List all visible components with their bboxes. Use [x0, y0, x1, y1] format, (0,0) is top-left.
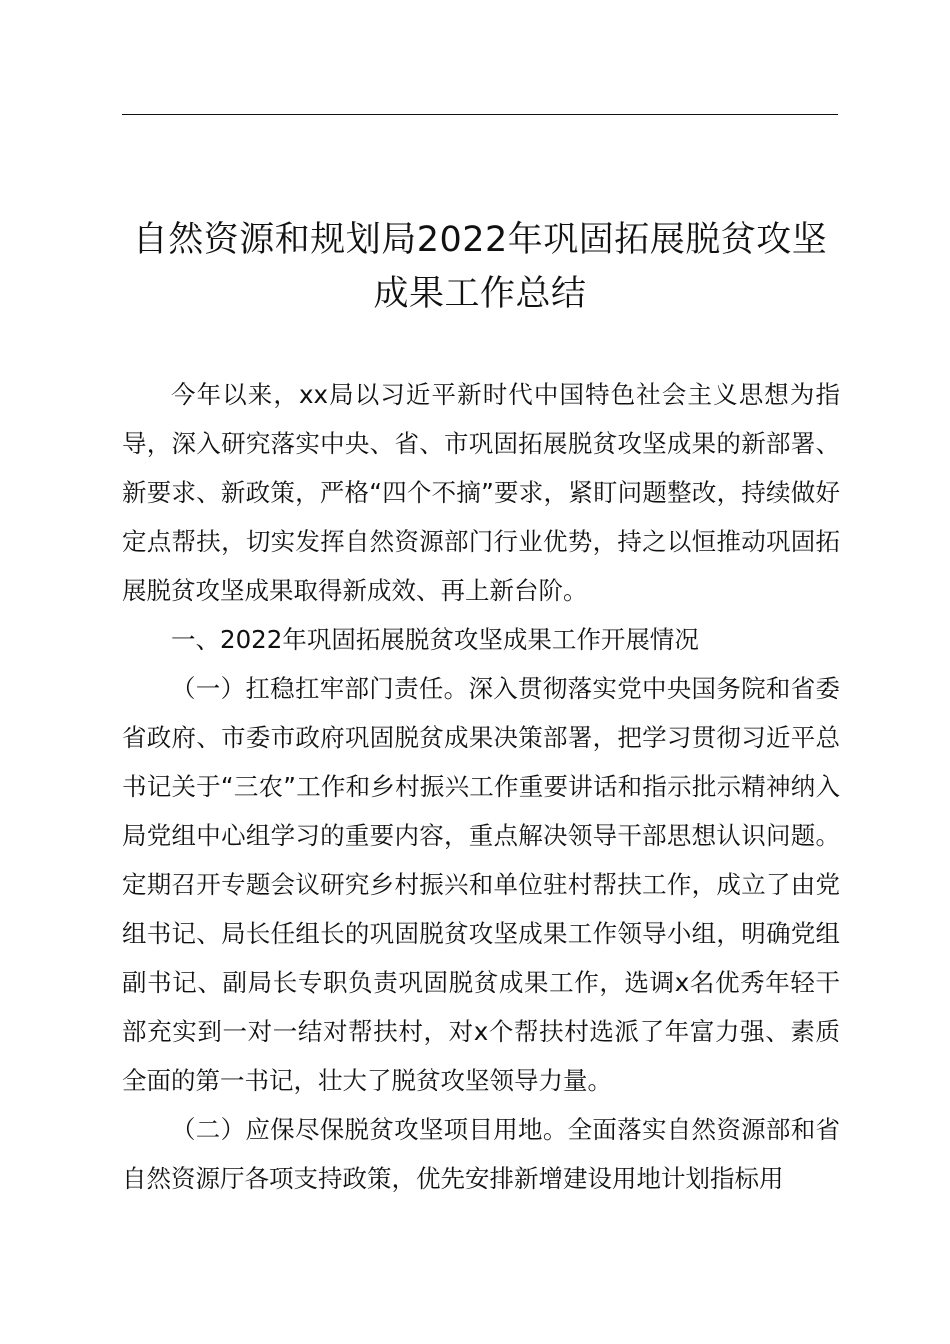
title-line-1: 自然资源和规划局2022年巩固拓展脱贫攻坚 — [132, 220, 828, 261]
intro-paragraph: 今年以来，xx局以习近平新时代中国特色社会主义思想为指导，深入研究落实中央、省、市巩固拓展脱贫攻坚成果的新部署、新要求、新政策，严格“四个不摘”要求，紧盯问题整改，持续做好定点帮扶，切实发挥自然资源部门行业优势，持之以恒推动巩固拓展脱贫攻坚成果取得新成效、再上新台阶。 — [122, 380, 840, 605]
title-line-2: 成果工作总结 — [373, 274, 587, 315]
paragraph-land-use: （二）应保尽保脱贫攻坚项目用地。全面落实自然资源部和省自然资源厅各项支持政策，优先安排新增建设用地计划指标用 — [122, 1115, 840, 1193]
document-title — [122, 213, 838, 321]
header-rule — [122, 114, 838, 115]
section-heading: 一、2022年巩固拓展脱贫攻坚成果工作开展情况 — [171, 625, 699, 654]
document-body — [122, 370, 840, 1203]
paragraph-responsibility: （一）扛稳扛牢部门责任。深入贯彻落实党中央国务院和省委省政府、市委市政府巩固脱贫成果决策部署，把学习贯彻习近平总书记关于“三农”工作和乡村振兴工作重要讲话和指示批示精神纳入局党组中心组学习的重要内容，重点解决领导干部思想认识问题。定期召开专题会议研究乡村振兴和单位驻村帮扶工作，成立了由党组书记、局长任组长的巩固脱贫攻坚成果工作领导小组，明确党组副书记、副局长专职负责巩固脱贫成果工作，选调x名优秀年轻干部充实到一对一结对帮扶村，对x个帮扶村选派了年富力强、素质全面的第一书记，壮大了脱贫攻坚领导力量。 — [122, 674, 840, 1095]
